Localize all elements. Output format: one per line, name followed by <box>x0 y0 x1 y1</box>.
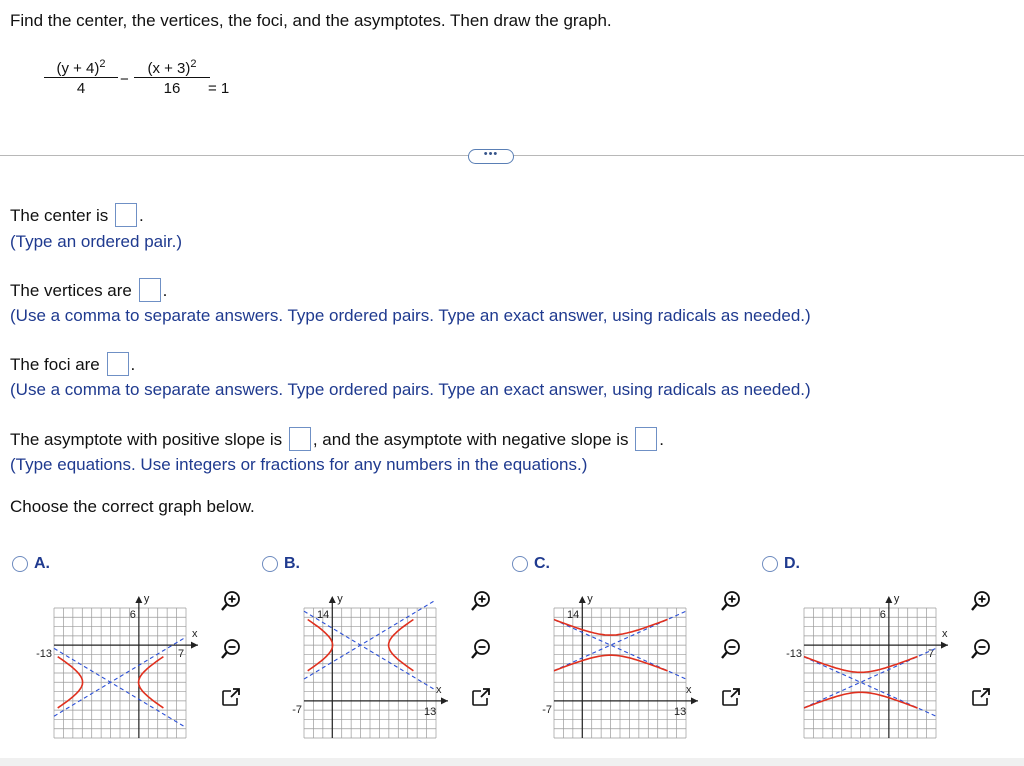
x-min-label: -13 <box>36 648 52 661</box>
x-axis-label: x <box>686 683 692 696</box>
grid <box>304 608 436 738</box>
asymptote-positive-input[interactable] <box>289 427 311 451</box>
asymptote-positive-label: The asymptote with positive slope is <box>10 430 283 449</box>
foci-label: The foci are <box>10 355 100 374</box>
y-tick-label: 14 <box>317 609 330 621</box>
y-axis-arrow <box>885 596 892 603</box>
y-axis-label: y <box>143 593 150 605</box>
x-axis-arrow <box>941 642 948 649</box>
x-min-label: -13 <box>786 648 802 661</box>
y-tick-label: 14 <box>567 609 580 621</box>
asymptotes-hint: (Type equations. Use integers or fractions for any numbers in the equations.) <box>10 455 588 474</box>
x-axis-label: x <box>942 628 948 641</box>
zoom-out-icon[interactable] <box>468 636 494 662</box>
minus-sign: − <box>120 71 129 88</box>
x-min-label: -7 <box>542 703 552 716</box>
term1-numerator: (y + 4) <box>56 60 100 77</box>
term2-exponent: 2 <box>190 58 197 70</box>
x-max-label: 13 <box>424 705 437 718</box>
x-max-label: 13 <box>674 705 687 718</box>
grid <box>804 608 936 738</box>
zoom-out-icon[interactable] <box>968 636 994 662</box>
option-a-label[interactable]: A. <box>34 555 50 572</box>
question-title: Find the center, the vertices, the foci, and the asymptotes. Then draw the graph. <box>10 11 612 30</box>
x-axis-arrow <box>441 697 448 704</box>
asymptote-negative-label: , and the asymptote with negative slope is <box>312 430 629 449</box>
vertices-row <box>10 278 167 302</box>
y-tick-label: 6 <box>129 609 136 621</box>
zoom-in-icon[interactable] <box>968 588 994 614</box>
choose-prompt: Choose the correct graph below. <box>10 497 255 516</box>
center-period: . <box>139 206 144 225</box>
vertices-input[interactable] <box>139 278 161 302</box>
option-d-radio[interactable] <box>762 556 778 572</box>
term2-denominator: 16 <box>163 80 181 97</box>
pop-out-icon[interactable] <box>468 684 494 710</box>
option-b-graph[interactable] <box>290 588 465 738</box>
footer-bar <box>0 758 1024 766</box>
term1-exponent: 2 <box>99 58 106 70</box>
pop-out-icon[interactable] <box>968 684 994 710</box>
x-max-label: 7 <box>928 648 935 661</box>
foci-hint: (Use a comma to separate answers. Type ordered pairs. Type an exact answer, using radicals as needed.) <box>10 380 811 399</box>
vertices-hint: (Use a comma to separate answers. Type ordered pairs. Type an exact answer, using radicals as needed.) <box>10 306 811 325</box>
option-a-graph[interactable] <box>36 588 215 738</box>
pop-out-icon[interactable] <box>218 684 244 710</box>
option-b-label[interactable]: B. <box>284 555 300 572</box>
graph-options <box>0 550 1024 755</box>
center-row <box>10 203 144 227</box>
x-min-label: -7 <box>292 703 302 716</box>
term1-denominator: 4 <box>76 80 86 97</box>
x-axis-label: x <box>192 628 198 641</box>
y-axis-label: y <box>893 593 900 605</box>
asymptote-negative-input[interactable] <box>635 427 657 451</box>
center-hint: (Type an ordered pair.) <box>10 232 182 251</box>
zoom-out-icon[interactable] <box>718 636 744 662</box>
x-axis-arrow <box>691 697 698 704</box>
option-d-graph[interactable] <box>786 588 965 738</box>
y-axis-arrow <box>329 596 336 603</box>
foci-input[interactable] <box>107 352 129 376</box>
zoom-out-icon[interactable] <box>218 636 244 662</box>
x-axis-arrow <box>191 642 198 649</box>
y-tick-label: 6 <box>879 609 886 621</box>
y-axis-label: y <box>337 593 343 605</box>
y-axis-arrow <box>579 596 586 603</box>
center-input[interactable] <box>115 203 137 227</box>
vertices-period: . <box>162 281 168 300</box>
option-c-graph[interactable] <box>540 588 715 738</box>
asymptotes-period: . <box>659 430 664 449</box>
y-axis-arrow <box>135 596 142 603</box>
option-d-label[interactable]: D. <box>784 555 800 572</box>
foci-row <box>10 352 135 376</box>
zoom-in-icon[interactable] <box>468 588 494 614</box>
term2-numerator: (x + 3) <box>147 60 191 77</box>
y-axis-label: y <box>587 593 593 605</box>
equation <box>44 58 244 118</box>
more-button[interactable]: ••• <box>468 149 514 164</box>
foci-period: . <box>130 355 136 374</box>
fraction-1 <box>44 58 118 97</box>
equation-rhs: = 1 <box>208 80 230 97</box>
option-b-radio[interactable] <box>262 556 278 572</box>
x-max-label: 7 <box>178 648 185 661</box>
asymptotes-row <box>10 427 664 451</box>
center-label: The center is <box>10 206 109 225</box>
option-c-label[interactable]: C. <box>534 555 550 572</box>
vertices-label: The vertices are <box>10 281 132 300</box>
pop-out-icon[interactable] <box>718 684 744 710</box>
option-c-radio[interactable] <box>512 556 528 572</box>
fraction-2 <box>134 58 210 97</box>
zoom-in-icon[interactable] <box>218 588 244 614</box>
grid <box>54 608 186 738</box>
zoom-in-icon[interactable] <box>718 588 744 614</box>
option-a-radio[interactable] <box>12 556 28 572</box>
x-axis-label: x <box>436 683 442 696</box>
